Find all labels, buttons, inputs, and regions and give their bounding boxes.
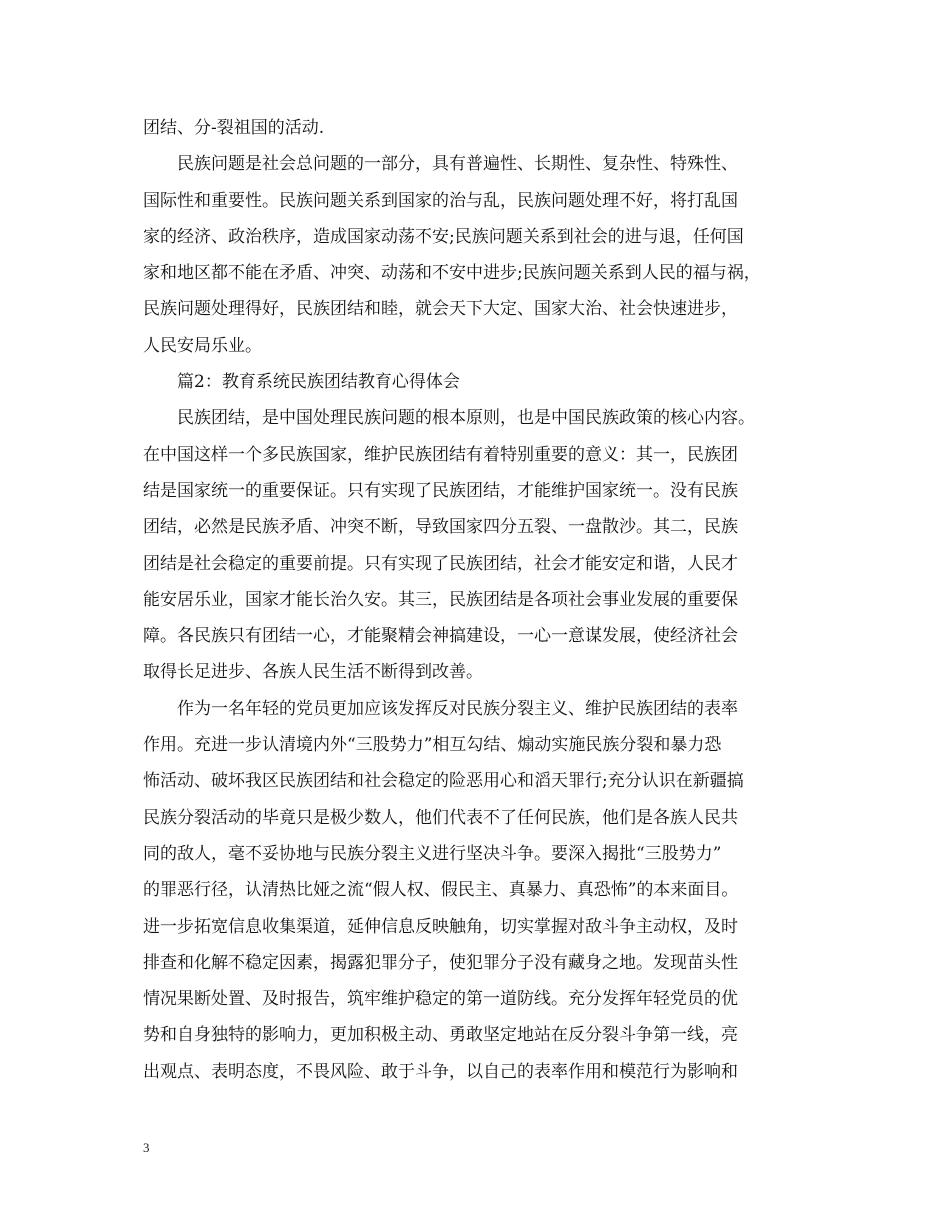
text-line: 势和自身独特的影响力，更加积极主动、勇敢坚定地站在反分裂斗争第一线，亮 — [143, 1025, 738, 1046]
text-line: 民族分裂活动的毕竟只是极少数人，他们代表不了任何民族，他们是各族人民共 — [143, 807, 738, 828]
text-line: 国际性和重要性。民族问题关系到国家的治与乱，民族问题处理不好，将打乱国 — [143, 190, 738, 211]
text-line: 人民安局乐业。 — [143, 335, 262, 356]
text-line: 作用。充进一步认清境内外“三股势力”相互勾结、煽动实施民族分裂和暴力恐 — [143, 735, 722, 756]
text-line: 排查和化解不稳定因素，揭露犯罪分子，使犯罪分子没有藏身之地。发现苗头性 — [143, 952, 738, 973]
text-line: 家的经济、政治秩序，造成国家动荡不安;民族问题关系到社会的进与退，任何国 — [143, 226, 744, 247]
text-line: 作为一名年轻的党员更加应该发挥反对民族分裂主义、维护民族团结的表率 — [143, 698, 738, 719]
text-line: 家和地区都不能在矛盾、冲突、动荡和不安中进步;民族问题关系到人民的福与祸， — [143, 263, 761, 284]
text-line: 团结是社会稳定的重要前提。只有实现了民族团结，社会才能安定和谐，人民才 — [143, 553, 738, 574]
section-heading: 篇2：教育系统民族团结教育心得体会 — [143, 372, 460, 393]
text-line: 出观点、表明态度，不畏风险、敢于斗争，以自己的表率作用和模范行为影响和 — [143, 1061, 738, 1082]
text-line: 取得长足进步、各族人民生活不断得到改善。 — [143, 662, 483, 683]
page-number: 3 — [143, 1140, 150, 1155]
text-line: 团结，必然是民族矛盾、冲突不断，导致国家四分五裂、一盘散沙。其二，民族 — [143, 517, 738, 538]
text-line: 的罪恶行径，认清热比娅之流“假人权、假民主、真暴力、真恐怖”的本来面目。 — [143, 880, 739, 901]
body-text — [143, 110, 833, 1090]
text-line: 怖活动、破坏我区民族团结和社会稳定的险恶用心和滔天罪行;充分认识在新疆搞 — [143, 771, 744, 792]
text-line: 障。各民族只有团结一心，才能聚精会神搞建设，一心一意谋发展，使经济社会 — [143, 626, 738, 647]
text-line: 进一步拓宽信息收集渠道，延伸信息反映触角，切实掌握对敌斗争主动权，及时 — [143, 916, 738, 937]
text-line: 能安居乐业，国家才能长治久安。其三，民族团结是各项社会事业发展的重要保 — [143, 589, 738, 610]
text-line: 团结、分-裂祖国的活动. — [143, 118, 325, 138]
text-line: 结是国家统一的重要保证。只有实现了民族团结，才能维护国家统一。没有民族 — [143, 480, 738, 501]
text-line: 在中国这样一个多民族国家，维护民族团结有着特别重要的意义：其一，民族团 — [143, 444, 738, 465]
text-line: 民族团结，是中国处理民族问题的根本原则，也是中国民族政策的核心内容。 — [143, 408, 755, 429]
text-line: 同的敌人，毫不妥协地与民族分裂主义进行坚决斗争。要深入揭批“三股势力” — [143, 843, 722, 864]
text-line: 情况果断处置、及时报告，筑牢维护稳定的第一道防线。充分发挥年轻党员的优 — [143, 989, 738, 1010]
text-line: 民族问题是社会总问题的一部分，具有普遍性、长期性、复杂性、特殊性、 — [143, 154, 738, 175]
text-line: 民族问题处理得好，民族团结和睦，就会天下大定、国家大治、社会快速进步， — [143, 299, 738, 320]
